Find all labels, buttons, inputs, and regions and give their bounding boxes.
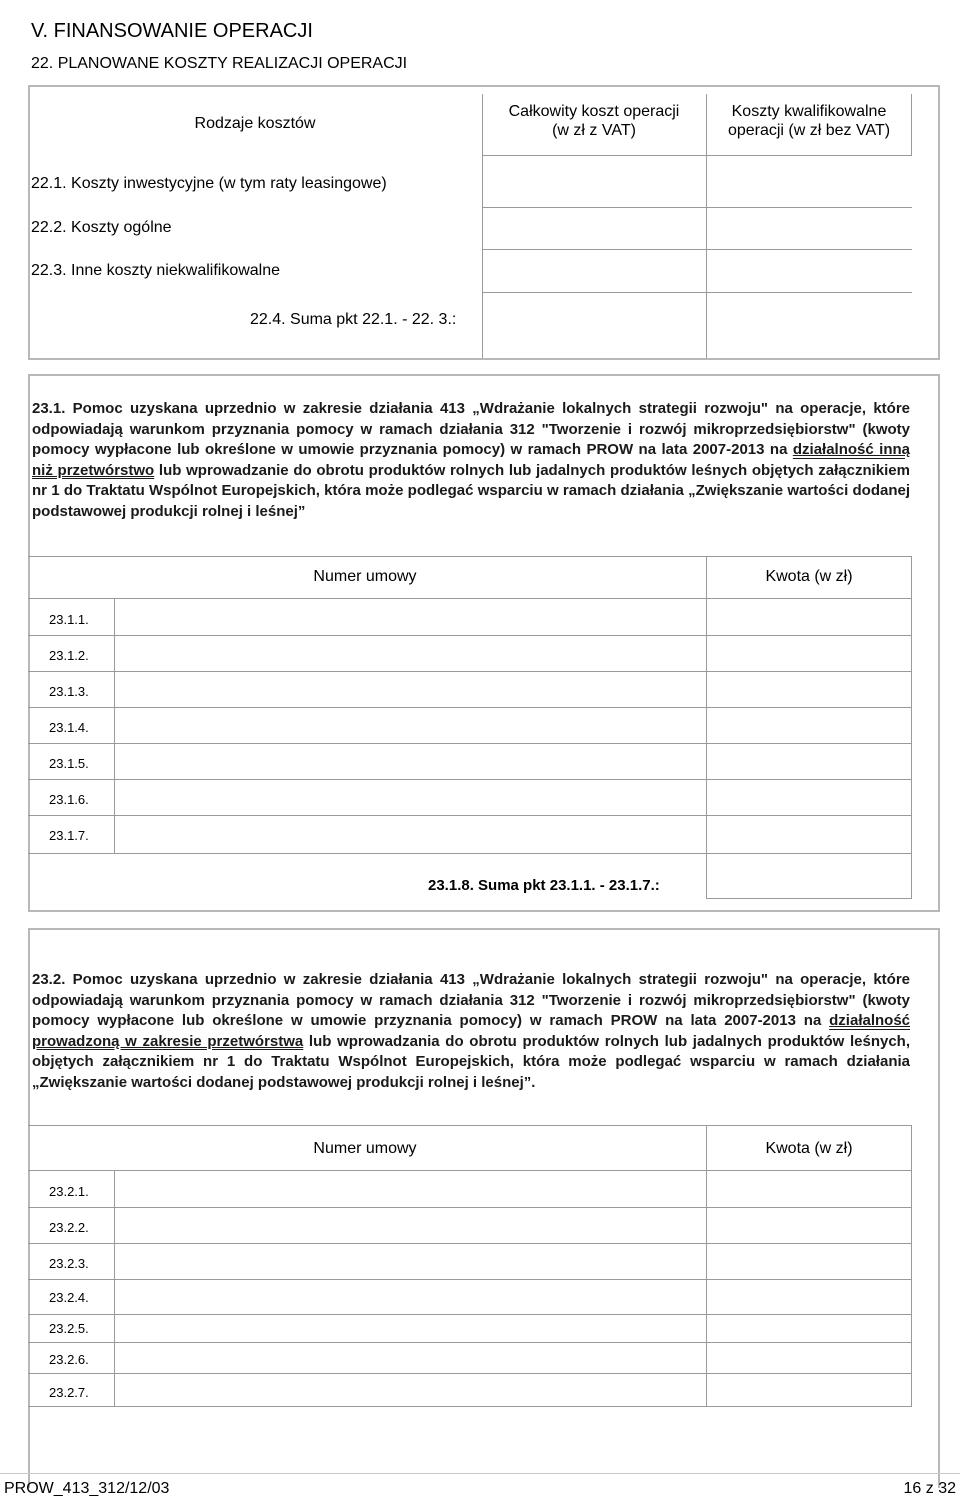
header-total-cost: Całkowity koszt operacji [508, 103, 680, 120]
header-eligible-cost: Koszty kwalifikowalne [731, 103, 887, 120]
header-eligible-cost-unit: operacji (w zł bez VAT) [727, 122, 891, 139]
footer-document-code: PROW_413_312/12/03 [4, 1480, 170, 1497]
aid-413-other-description: 23.1. Pomoc uzyskana uprzednio w zakresie działania 413 „Wdrażanie lokalnych strategii rozwoju" na operacje, które odpowiadają warunkom przyznania pomocy w ramach działania 312 "Tworzenie i rozwój mikroprzedsiębiorstw" (kwoty pomocy wypłacone lub określone w umowie przyznania pomocy) w ramach PROW na lata 2007-2013 na działalność inną niż przetwórstwo lub wprowadzanie do obrotu produktów rolnych lub jadalnych produktów leśnych objętych załącznikiem nr 1 do Traktatu Wspólnot Europejskich, która może podlegać wsparciu w ramach działania „Zwiększanie wartości dodanej podstawowej produkcji rolnej i leśnej” [32, 400, 910, 520]
row-23-1-7: 23.1.7. [49, 828, 89, 843]
row-22-4-sum: 22.4. Suma pkt 22.1. - 22. 3.: [250, 311, 457, 328]
footer-page-number: 16 z 32 [903, 1480, 956, 1497]
footer-rule [0, 1473, 960, 1474]
row-23-1-2: 23.1.2. [49, 648, 89, 663]
subsection-title: 22. PLANOWANE KOSZTY REALIZACJI OPERACJI [31, 55, 408, 72]
header-total-cost-unit: (w zł z VAT) [552, 122, 636, 139]
row-23-2-3: 23.2.3. [49, 1256, 89, 1271]
col-amount-2: Kwota (w zł) [765, 1140, 853, 1157]
col-contract-number-2: Numer umowy [313, 1140, 417, 1157]
row-23-2-2: 23.2.2. [49, 1220, 89, 1235]
row-22-2: 22.2. Koszty ogólne [31, 219, 172, 236]
row-23-1-3: 23.1.3. [49, 684, 89, 699]
row-23-1-4: 23.1.4. [49, 720, 89, 735]
row-22-1: 22.1. Koszty inwestycyjne (w tym raty leasingowe) [31, 175, 387, 192]
aid-413-processing-description: 23.2. Pomoc uzyskana uprzednio w zakresie działania 413 „Wdrażanie lokalnych strategii rozwoju" na operacje, które odpowiadają warunkom przyznania pomocy w ramach działania 312 "Tworzenie i rozwój mikroprzedsiębiorstw" (kwoty pomocy wypłacone lub określone w umowie przyznania pomocy) w ramach PROW na lata 2007-2013 na działalność prowadzoną w zakresie przetwórstwa lub wprowadzania do obrotu produktów rolnych lub jadalnych produktów leśnych, objętych załącznikiem nr 1 do Traktatu Wspólnot Europejskich, która może podlegać wsparciu w ramach działania „Zwiększanie wartości dodanej podstawowej produkcji rolnej i leśnej”. [32, 971, 910, 1091]
row-23-2-7: 23.2.7. [49, 1385, 89, 1400]
row-23-2-6: 23.2.6. [49, 1352, 89, 1367]
col-amount: Kwota (w zł) [765, 568, 853, 585]
row-23-1-5: 23.1.5. [49, 756, 89, 771]
row-23-2-1: 23.2.1. [49, 1184, 89, 1199]
row-23-2-5: 23.2.5. [49, 1321, 89, 1336]
row-22-3: 22.3. Inne koszty niekwalifikowalne [31, 262, 281, 279]
row-23-1-6: 23.1.6. [49, 792, 89, 807]
section-title: V. FINANSOWANIE OPERACJI [31, 20, 313, 42]
row-23-1-1: 23.1.1. [49, 612, 89, 627]
row-23-2-4: 23.2.4. [49, 1290, 89, 1305]
header-cost-types: Rodzaje kosztów [194, 115, 316, 132]
row-23-1-8-sum: 23.1.8. Suma pkt 23.1.1. - 23.1.7.: [428, 877, 660, 894]
col-contract-number: Numer umowy [313, 568, 417, 585]
